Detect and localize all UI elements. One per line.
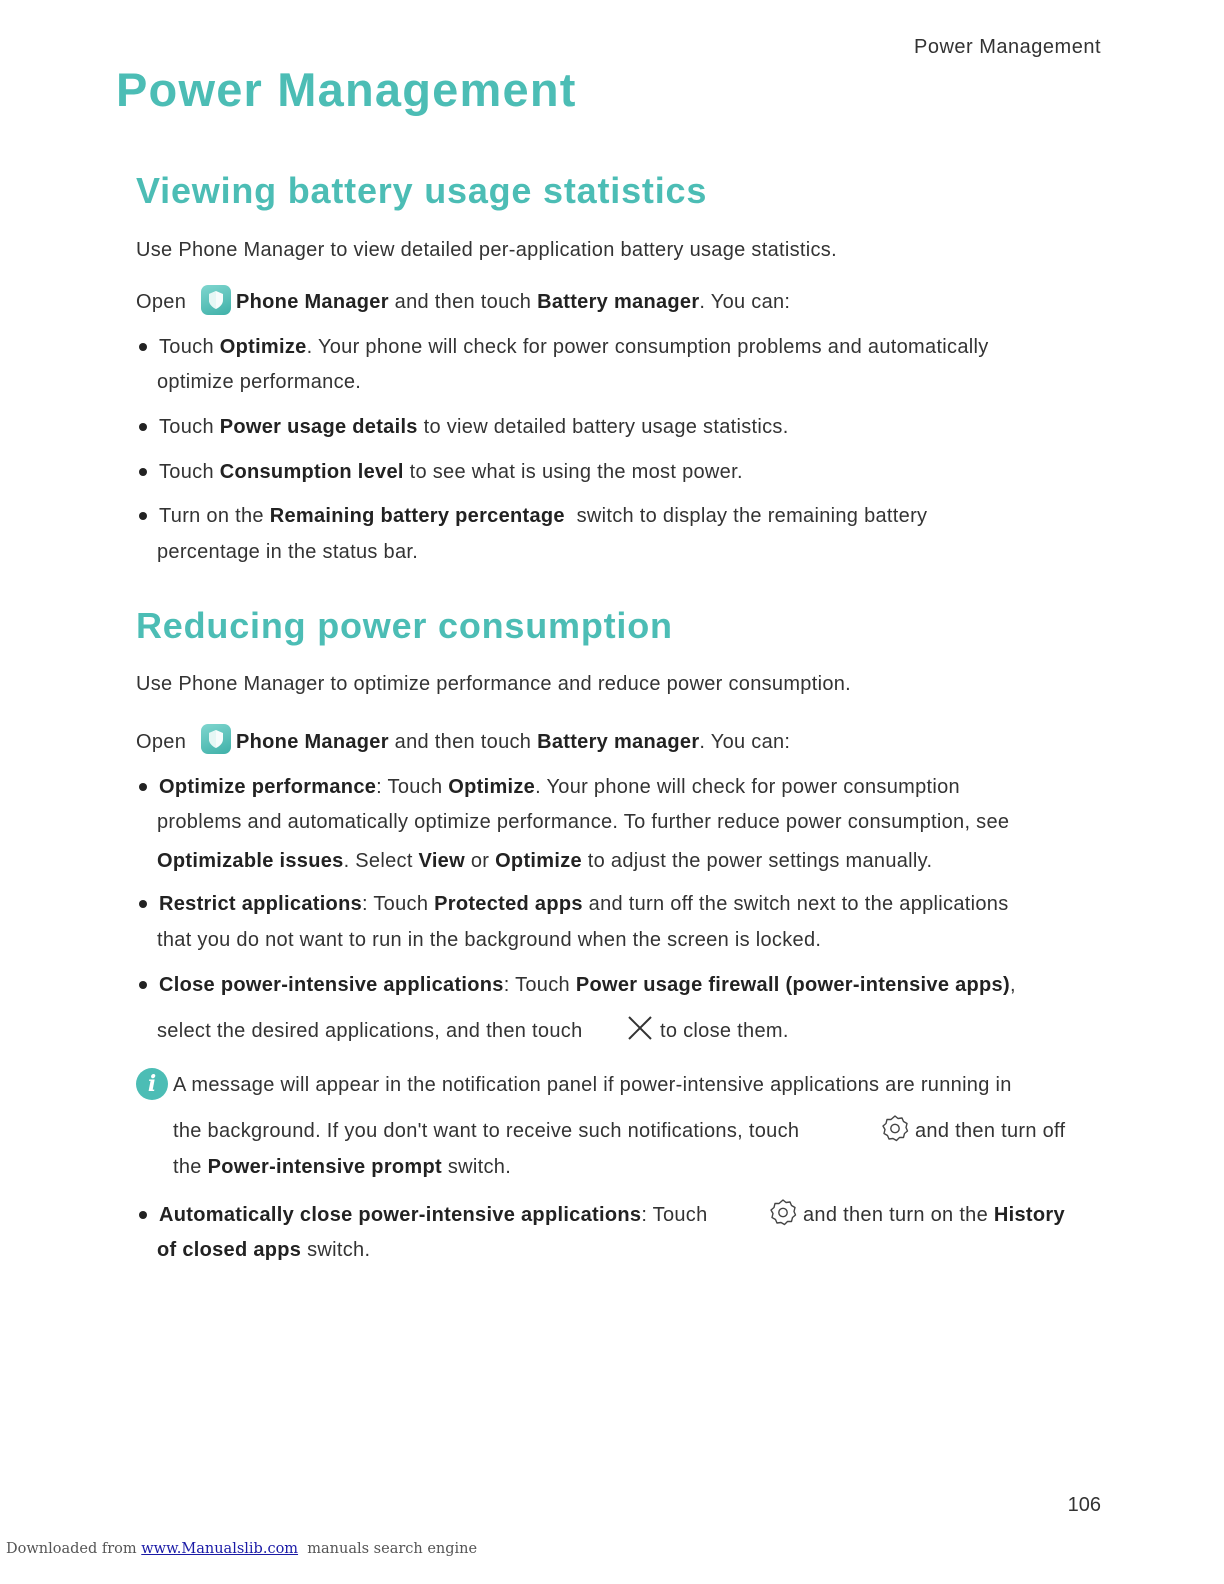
download-footer	[6, 1541, 477, 1557]
page-number: 106	[1067, 1494, 1101, 1516]
close-x-icon	[627, 1015, 653, 1041]
manualslib-link[interactable]: www.Manualslib.com	[141, 1541, 299, 1557]
list-item-text: to adjust the power settings manually.	[581, 850, 933, 872]
optimize-label: Optimize	[219, 336, 307, 358]
section-title-reducing-power: Reducing power consumption	[136, 605, 673, 646]
optimizable-issues-label: Optimizable issues	[157, 850, 344, 872]
power-usage-details-label: Power usage details	[219, 416, 418, 438]
list-item-text: switch to display the remaining battery	[564, 505, 928, 527]
phone-manager-shield-icon	[201, 724, 231, 754]
list-item-text: Turn on the	[159, 505, 270, 527]
footer-text: Downloaded from	[6, 1541, 142, 1557]
info-icon: i	[136, 1068, 168, 1100]
battery-manager-label: Battery manager	[537, 291, 700, 313]
list-item	[159, 890, 1009, 918]
section2-open-line-rest	[236, 728, 790, 756]
list-item-text: to view detailed battery usage statistics.	[417, 416, 789, 438]
settings-gear-icon	[880, 1113, 910, 1143]
list-item-continuation: to close them.	[660, 1020, 789, 1042]
open-label: Open	[136, 291, 187, 313]
list-item-continuation: select the desired applications, and then touch	[157, 1020, 583, 1042]
section-title-viewing-battery: Viewing battery usage statistics	[136, 170, 708, 211]
note-text	[173, 1153, 511, 1181]
phone-manager-label: Phone Manager	[236, 291, 389, 313]
running-header: Power Management	[914, 36, 1101, 58]
history-label: History	[993, 1204, 1065, 1226]
view-label: View	[418, 850, 465, 872]
bullet-dot	[139, 900, 147, 908]
list-item	[803, 1201, 1065, 1229]
list-item-text: Touch	[159, 416, 220, 438]
list-item-text: or	[464, 850, 496, 872]
footer-text: manuals search engine	[298, 1541, 478, 1557]
note-text: A message will appear in the notification panel if power-intensive applications are running in	[173, 1074, 1012, 1096]
optimize-performance-label: Optimize performance	[159, 776, 377, 798]
list-item-continuation: problems and automatically optimize performance. To further reduce power consumption, see	[157, 811, 1010, 833]
power-usage-firewall-label: Power usage firewall (power-intensive apps)	[575, 974, 1010, 996]
list-item-continuation	[157, 1236, 370, 1264]
phone-manager-label: Phone Manager	[236, 731, 389, 753]
battery-manager-label: Battery manager	[537, 731, 700, 753]
optimize-label: Optimize	[495, 850, 582, 872]
closed-apps-label: of closed apps	[157, 1239, 302, 1261]
list-item-text: and then turn on the	[803, 1204, 994, 1226]
list-item-continuation: optimize performance.	[157, 371, 362, 393]
close-power-intensive-label: Close power-intensive applications	[159, 974, 504, 996]
bullet-dot	[139, 468, 147, 476]
settings-gear-icon	[768, 1197, 798, 1227]
consumption-level-label: Consumption level	[219, 461, 404, 483]
bullet-dot	[139, 423, 147, 431]
note-text-part: switch.	[441, 1156, 512, 1178]
list-item	[159, 773, 960, 801]
open-line-end: . You can:	[699, 291, 791, 313]
optimize-label: Optimize	[448, 776, 536, 798]
list-item-continuation	[157, 847, 932, 875]
open-line-mid: and then touch	[388, 731, 538, 753]
list-item-text: : Touch	[362, 893, 435, 915]
list-item-text: : Touch	[376, 776, 449, 798]
list-item-text: to see what is using the most power.	[403, 461, 743, 483]
list-item-continuation: that you do not want to run in the background when the screen is locked.	[157, 929, 822, 951]
list-item-text: Touch	[159, 461, 220, 483]
section1-open-line-rest	[236, 288, 790, 316]
list-item	[159, 502, 927, 530]
list-item-text: switch.	[301, 1239, 371, 1261]
section2-open-line	[136, 728, 186, 756]
list-item-text: ,	[1009, 974, 1016, 996]
note-text: and then turn off	[915, 1120, 1066, 1142]
section1-intro: Use Phone Manager to view detailed per-application battery usage statistics.	[136, 239, 837, 261]
list-item-text: . Your phone will check for power consumption problems and automatically	[306, 336, 989, 358]
bullet-dot	[139, 981, 147, 989]
list-item-text: : Touch	[641, 1204, 708, 1226]
list-item-text: Touch	[159, 336, 220, 358]
open-label: Open	[136, 731, 187, 753]
bullet-dot	[139, 783, 147, 791]
list-item	[159, 971, 1016, 999]
list-item-text: : Touch	[503, 974, 576, 996]
list-item	[159, 413, 789, 441]
note-text: the background. If you don't want to receive such notifications, touch	[173, 1120, 800, 1142]
protected-apps-label: Protected apps	[434, 893, 583, 915]
section1-open-line	[136, 288, 186, 316]
list-item	[159, 1201, 708, 1229]
bullet-dot	[139, 1211, 147, 1219]
list-item	[159, 333, 989, 361]
bullet-dot	[139, 343, 147, 351]
list-item-text: . Select	[343, 850, 419, 872]
section2-intro: Use Phone Manager to optimize performance and reduce power consumption.	[136, 673, 852, 695]
bullet-dot	[139, 512, 147, 520]
auto-close-power-intensive-label: Automatically close power-intensive applications	[159, 1204, 642, 1226]
chapter-title: Power Management	[116, 63, 577, 116]
note-text-part: the	[173, 1156, 208, 1178]
open-line-end: . You can:	[699, 731, 791, 753]
restrict-applications-label: Restrict applications	[159, 893, 363, 915]
list-item-continuation: percentage in the status bar.	[157, 541, 419, 563]
list-item-text: and turn off the switch next to the applications	[582, 893, 1009, 915]
power-intensive-prompt-label: Power-intensive prompt	[207, 1156, 442, 1178]
list-item	[159, 458, 743, 486]
list-item-text: . Your phone will check for power consumption	[535, 776, 960, 798]
phone-manager-shield-icon	[201, 285, 231, 315]
open-line-mid: and then touch	[388, 291, 538, 313]
remaining-battery-percentage-label: Remaining battery percentage	[269, 505, 565, 527]
